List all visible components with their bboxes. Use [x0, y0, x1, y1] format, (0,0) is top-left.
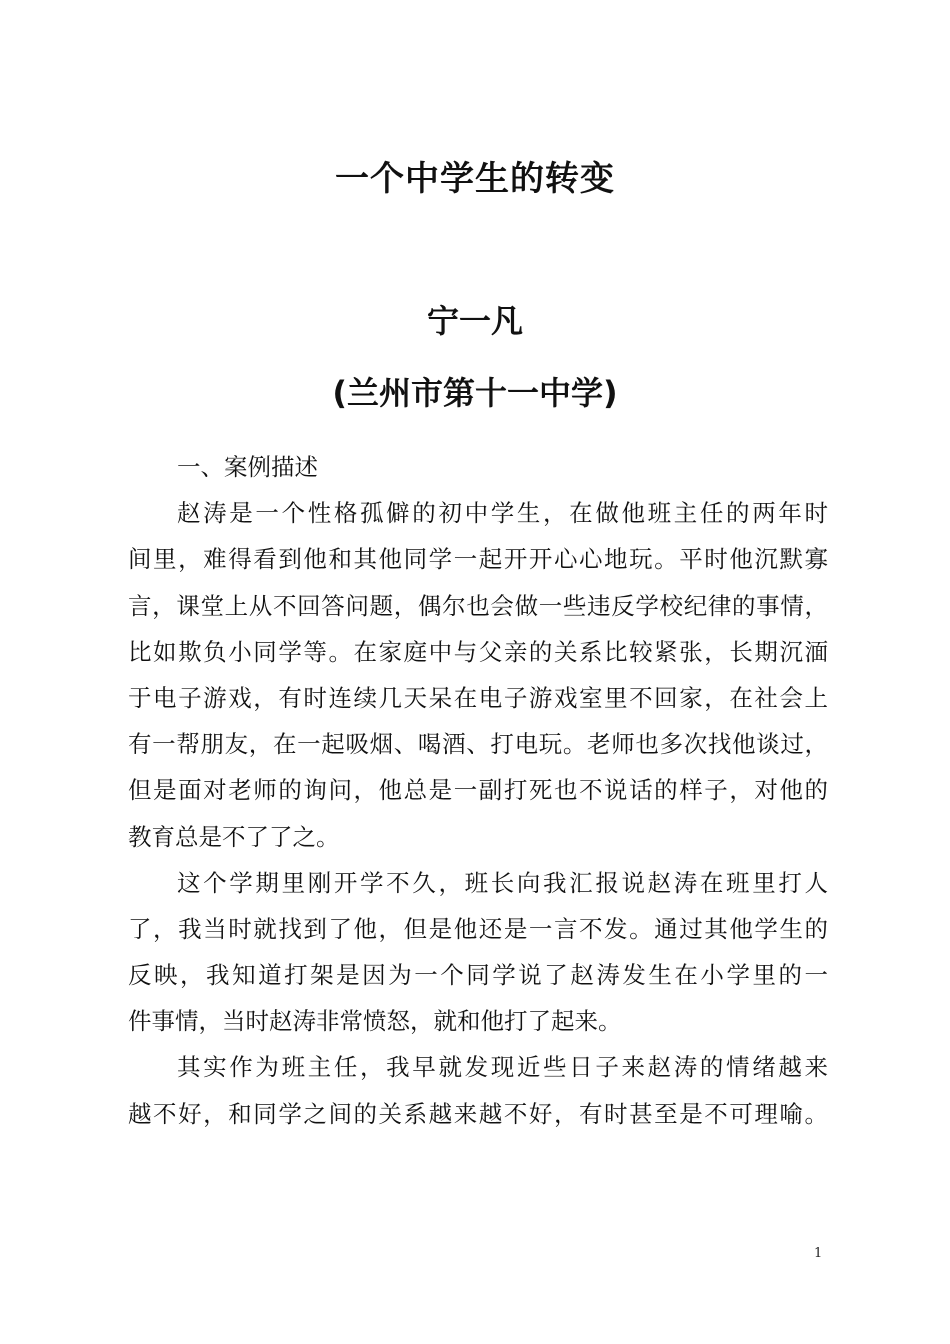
author-school: (兰州市第十一中学) — [332, 374, 618, 412]
author-name: 宁一凡 — [426, 302, 523, 340]
paragraph-line: 越不好，和同学之间的关系越来越不好，有时甚至是不可理喻。 — [128, 1099, 828, 1128]
paragraph-line: 但是面对老师的询问，他总是一副打死也不说话的样子，对他的 — [128, 776, 828, 805]
paragraph-line: 反映，我知道打架是因为一个同学说了赵涛发生在小学里的一 — [128, 961, 828, 990]
paragraph-line: 教育总是不了了之。 — [128, 822, 340, 851]
section-heading: 一、案例描述 — [177, 453, 318, 481]
paragraph-line: 件事情，当时赵涛非常愤怒，就和他打了起来。 — [128, 1007, 622, 1036]
paragraph — [128, 860, 828, 1045]
paragraph-line: 其实作为班主任，我早就发现近些日子来赵涛的情绪越来 — [177, 1053, 828, 1082]
paragraph-line: 赵涛是一个性格孤僻的初中学生，在做他班主任的两年时 — [177, 499, 828, 528]
paragraph — [128, 490, 828, 860]
paragraph-line: 比如欺负小同学等。在家庭中与父亲的关系比较紧张，长期沉湎 — [128, 637, 828, 666]
paragraph-line: 言，课堂上从不回答问题，偶尔也会做一些违反学校纪律的事情， — [128, 591, 828, 620]
document-body — [128, 444, 828, 1137]
paragraph-line: 间里，难得看到他和其他同学一起开开心心地玩。平时他沉默寡 — [128, 545, 828, 574]
paragraph-line: 于电子游戏，有时连续几天呆在电子游戏室里不回家，在社会上 — [128, 683, 828, 712]
paragraph-line: 有一帮朋友，在一起吸烟、喝酒、打电玩。老师也多次找他谈过， — [128, 730, 828, 759]
document-title: 一个中学生的转变 — [335, 159, 615, 199]
paragraph-line: 这个学期里刚开学不久，班长向我汇报说赵涛在班里打人 — [177, 868, 828, 897]
paragraph — [128, 1044, 828, 1136]
page-number: 1 — [814, 1246, 823, 1261]
paragraph-line: 了，我当时就找到了他，但是他还是一言不发。通过其他学生的 — [128, 914, 828, 943]
